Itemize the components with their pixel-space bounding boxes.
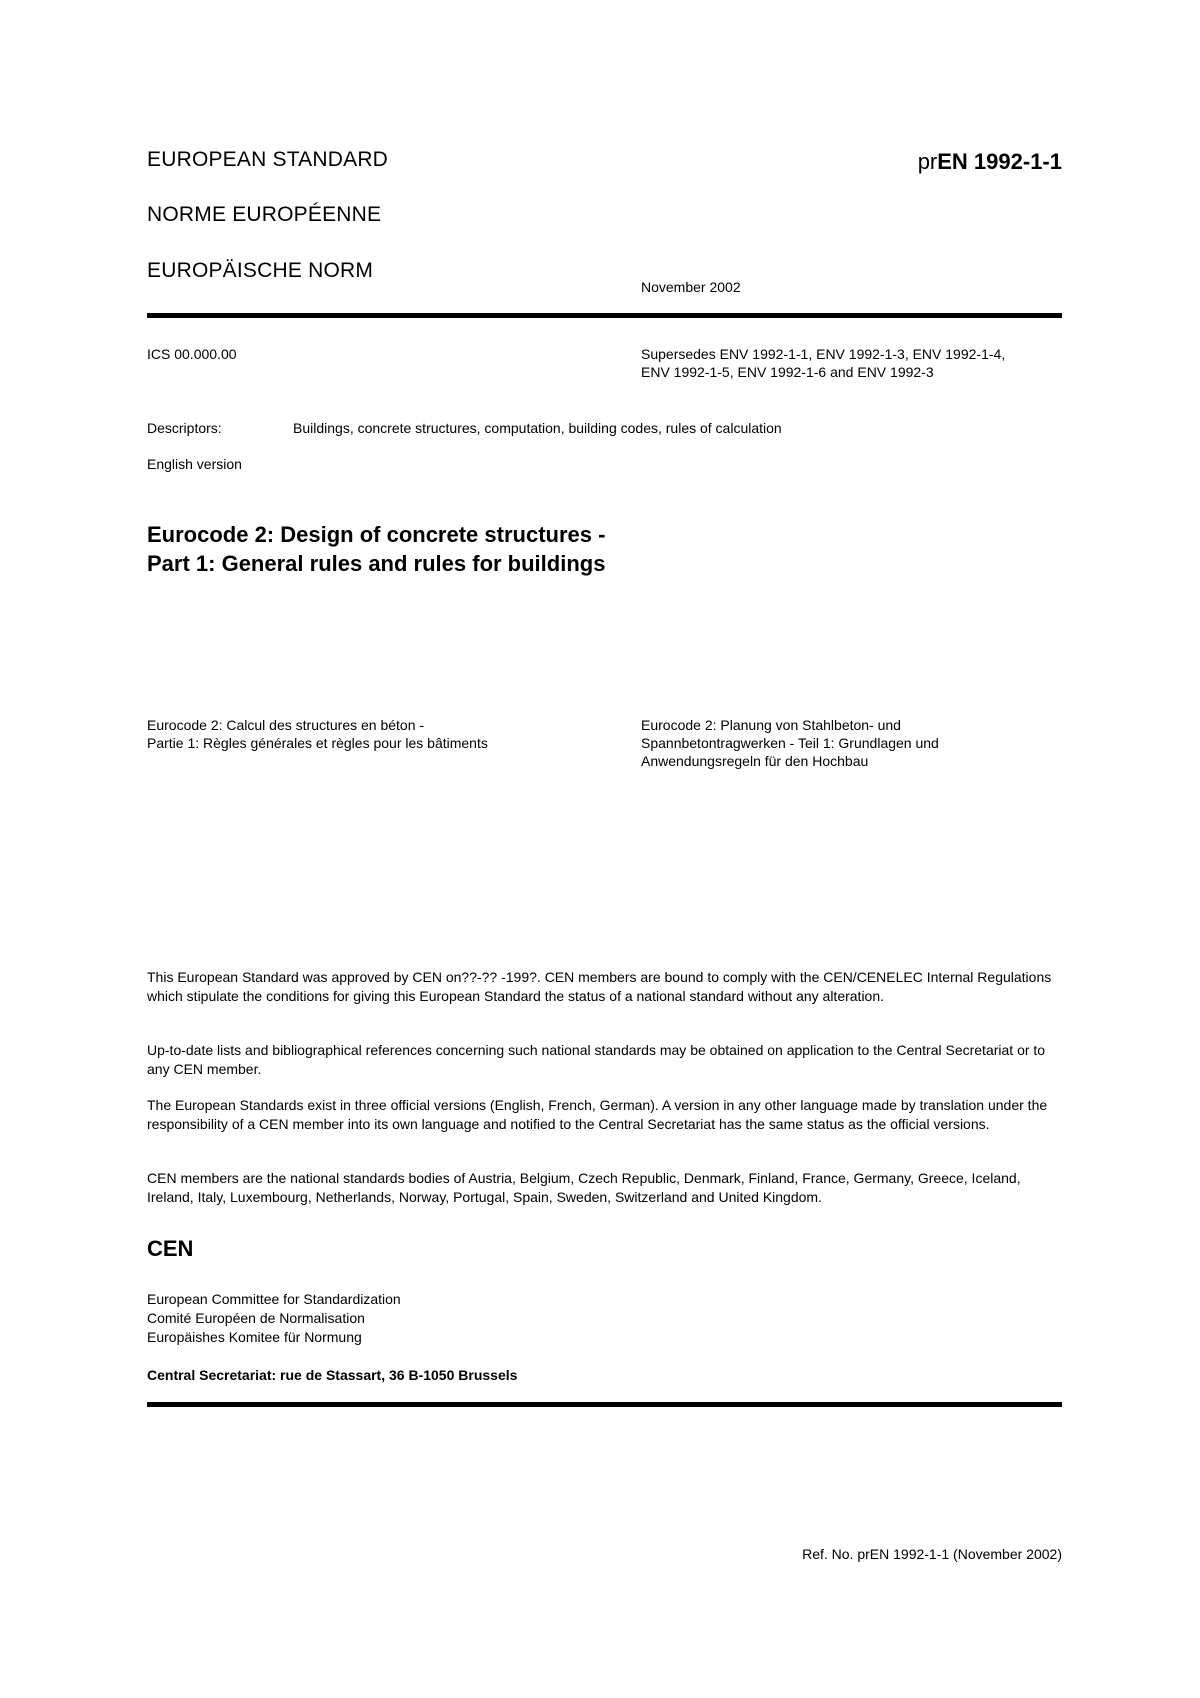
central-secretariat: Central Secretariat: rue de Stassart, 36 B-1050 Brussels (147, 1367, 518, 1383)
cen-name-french: Comité Européen de Normalisation (147, 1310, 365, 1326)
main-title-line-1: Eurocode 2: Design of concrete structures - (147, 522, 606, 547)
standard-title-german: EUROPÄISCHE NORM (147, 259, 374, 282)
top-divider (147, 313, 1062, 318)
versions-paragraph (147, 1096, 1062, 1133)
french-title-line-1: Eurocode 2: Calcul des structures en béton - (147, 717, 425, 733)
members-text: CEN members are the national standards bodies of Austria, Belgium, Czech Republic, Denmark, Finland, France, Germany, Greece, Iceland, Ireland, Italy, Luxembourg, Netherlands, Norway, Portugal, Spain, Sweden, Switzerland and United Kingdom. (147, 1170, 1021, 1205)
french-title-line-2: Partie 1: Règles générales et règles pour les bâtiments (147, 735, 488, 751)
references-paragraph (147, 1041, 1062, 1078)
versions-text: The European Standards exist in three official versions (English, French, German). A version in any other language made by translation under the responsibility of a CEN member into its own language and notified to the Central Secretariat has the same status as the official versions. (147, 1097, 1048, 1132)
descriptors-label: Descriptors: (147, 420, 222, 436)
bottom-divider (147, 1402, 1062, 1407)
descriptors-value: Buildings, concrete structures, computation, building codes, rules of calculation (293, 420, 782, 436)
document-number-prefix: pr (917, 149, 938, 174)
members-paragraph (147, 1169, 1062, 1206)
publication-date: November 2002 (641, 279, 741, 295)
standard-title-english: EUROPEAN STANDARD (147, 148, 389, 171)
german-title-line-2: Spannbetontragwerken - Teil 1: Grundlagen und (641, 735, 939, 751)
standard-title-french: NORME EUROPÉENNE (147, 203, 382, 226)
main-title-line-2: Part 1: General rules and rules for buildings (147, 551, 606, 576)
reference-number: Ref. No. prEN 1992-1-1 (November 2002) (802, 1546, 1062, 1562)
document-number (918, 149, 1062, 175)
references-text: Up-to-date lists and bibliographical references concerning such national standards may be obtained on application to the Central Secretariat or to any CEN member. (147, 1042, 1046, 1077)
document-number-main: EN 1992-1-1 (937, 149, 1062, 174)
supersedes-line-1: Supersedes ENV 1992-1-1, ENV 1992-1-3, ENV 1992-1-4, (641, 346, 1006, 362)
approval-text: This European Standard was approved by CEN on??-?? -199?. CEN members are bound to comply with the CEN/CENELEC Internal Regulations which stipulate the conditions for giving this European Standard the status of a national standard without any alteration. (147, 969, 1052, 1004)
approval-paragraph (147, 968, 1062, 1005)
german-title-line-3: Anwendungsregeln für den Hochbau (641, 753, 869, 769)
german-title-line-1: Eurocode 2: Planung von Stahlbeton- und (641, 717, 901, 733)
supersedes-line-2: ENV 1992-1-5, ENV 1992-1-6 and ENV 1992-3 (641, 364, 934, 380)
cen-name-english: European Committee for Standardization (147, 1291, 401, 1307)
cen-name-german: Europäishes Komitee für Normung (147, 1329, 362, 1345)
cen-logo: CEN (147, 1236, 194, 1261)
ics-code: ICS 00.000.00 (147, 346, 237, 362)
language-version: English version (147, 456, 242, 472)
